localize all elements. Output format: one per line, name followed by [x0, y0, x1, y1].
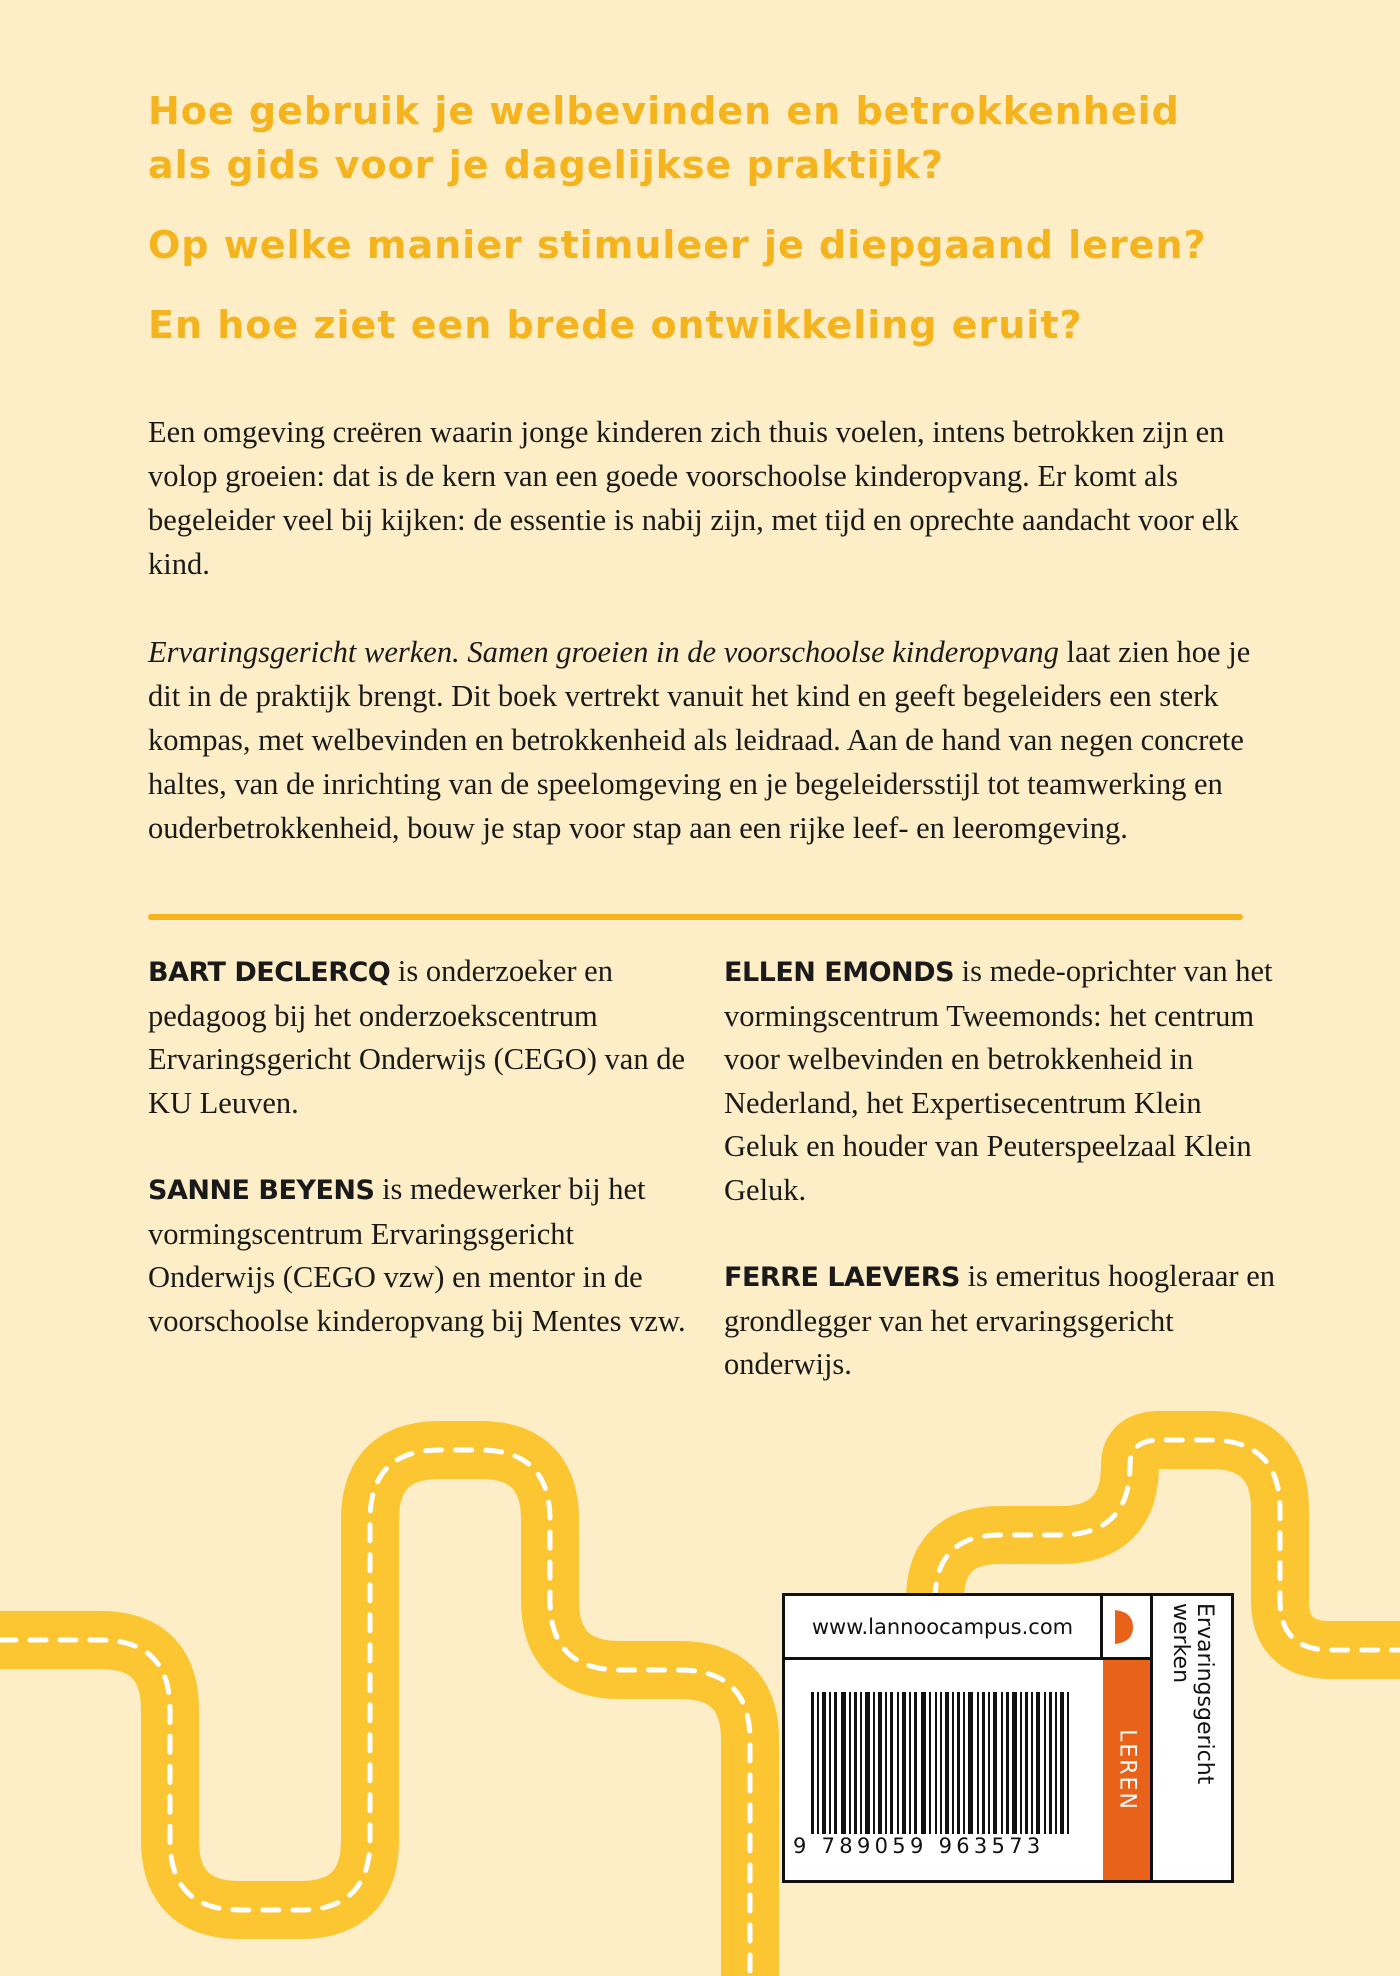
- author-bio: [148, 950, 698, 1125]
- question-2: [148, 218, 1298, 272]
- author-bio: [724, 1255, 1279, 1387]
- author-name: BART DECLERCQ: [148, 957, 391, 988]
- road-left: [0, 1450, 750, 1976]
- question-block: [148, 84, 1298, 378]
- question-2-line-1: Op welke manier stimuleer je diepgaand leren?: [148, 223, 1207, 267]
- series-label: [1103, 1660, 1153, 1880]
- question-1: [148, 84, 1298, 192]
- book-title: Ervaringsgericht werken. Samen groeien in de voorschoolse kinderopvang: [148, 635, 1059, 669]
- author-bio-text: is mede-oprichter van het vormingscentrum Tweemonds: het centrum voor welbevinden en betrokkenheid in Nederland, het Expertisecentrum Klein Geluk en houder van Peuterspeelzaal Klein Geluk.: [724, 954, 1273, 1207]
- spine-title-line-2: werken: [1168, 1603, 1193, 1684]
- spine-title: [1153, 1596, 1231, 1880]
- author-bio: [724, 950, 1279, 1212]
- publisher-logo-icon: [1103, 1596, 1150, 1657]
- question-1-line-2: als gids voor je dagelijkse praktijk?: [148, 143, 944, 187]
- barcode-panel: [782, 1593, 1234, 1883]
- author-name: SANNE BEYENS: [148, 1175, 375, 1206]
- publisher-logo: [1103, 1596, 1153, 1660]
- blurb: [148, 410, 1278, 894]
- author-name: FERRE LAEVERS: [724, 1262, 960, 1293]
- author-bio: [148, 1168, 698, 1343]
- description-paragraph: [148, 630, 1278, 850]
- divider: [148, 914, 1243, 920]
- spine-title-line-1: Ervaringsgericht: [1192, 1603, 1217, 1785]
- spine-title-text: [1168, 1603, 1216, 1873]
- authors-right-column: [724, 950, 1279, 1430]
- author-bio-text: is medewerker bij het vormingscentrum Ervaringsgericht Onderwijs (CEGO vzw) en mentor in de voorschoolse kinderopvang bij Mentes vzw.: [148, 1172, 686, 1338]
- author-bio-text: is onderzoeker en pedagoog bij het onderzoekscentrum Ervaringsgericht Onderwijs (CEGO) van de KU Leuven.: [148, 954, 685, 1120]
- author-bio-text: is emeritus hoogleraar en grondlegger van het ervaringsgericht onderwijs.: [724, 1259, 1275, 1381]
- question-3-line-1: En hoe ziet een brede ontwikkeling eruit?: [148, 303, 1083, 347]
- series-text: LEREN: [1114, 1729, 1139, 1811]
- question-3: [148, 298, 1298, 352]
- isbn-digits: 9 789059 963573: [793, 1834, 1093, 1858]
- description-text: laat zien hoe je dit in de praktijk brengt. Dit boek vertrekt vanuit het kind en geeft begeleiders een sterk kompas, met welbevinden en betrokkenheid als leidraad. Aan de hand van negen concrete haltes, van de inrichting van de speelomgeving en je begeleidersstijl tot teamwerking en ouderbetrokkenheid, bouw je stap voor stap aan een rijke leef- en leeromgeving.: [148, 635, 1251, 845]
- intro-paragraph: Een omgeving creëren waarin jonge kinderen zich thuis voelen, intens betrokken zijn en volop groeien: dat is de kern van een goede voorschoolse kinderopvang. Er komt als begeleider veel bij kijken: de essentie is nabij zijn, met tijd en oprechte aandacht voor elk kind.: [148, 415, 1239, 581]
- question-1-line-1: Hoe gebruik je welbevinden en betrokkenheid: [148, 89, 1180, 133]
- authors-left-column: [148, 950, 698, 1386]
- publisher-url: www.lannoocampus.com: [785, 1596, 1103, 1660]
- author-name: ELLEN EMONDS: [724, 957, 955, 988]
